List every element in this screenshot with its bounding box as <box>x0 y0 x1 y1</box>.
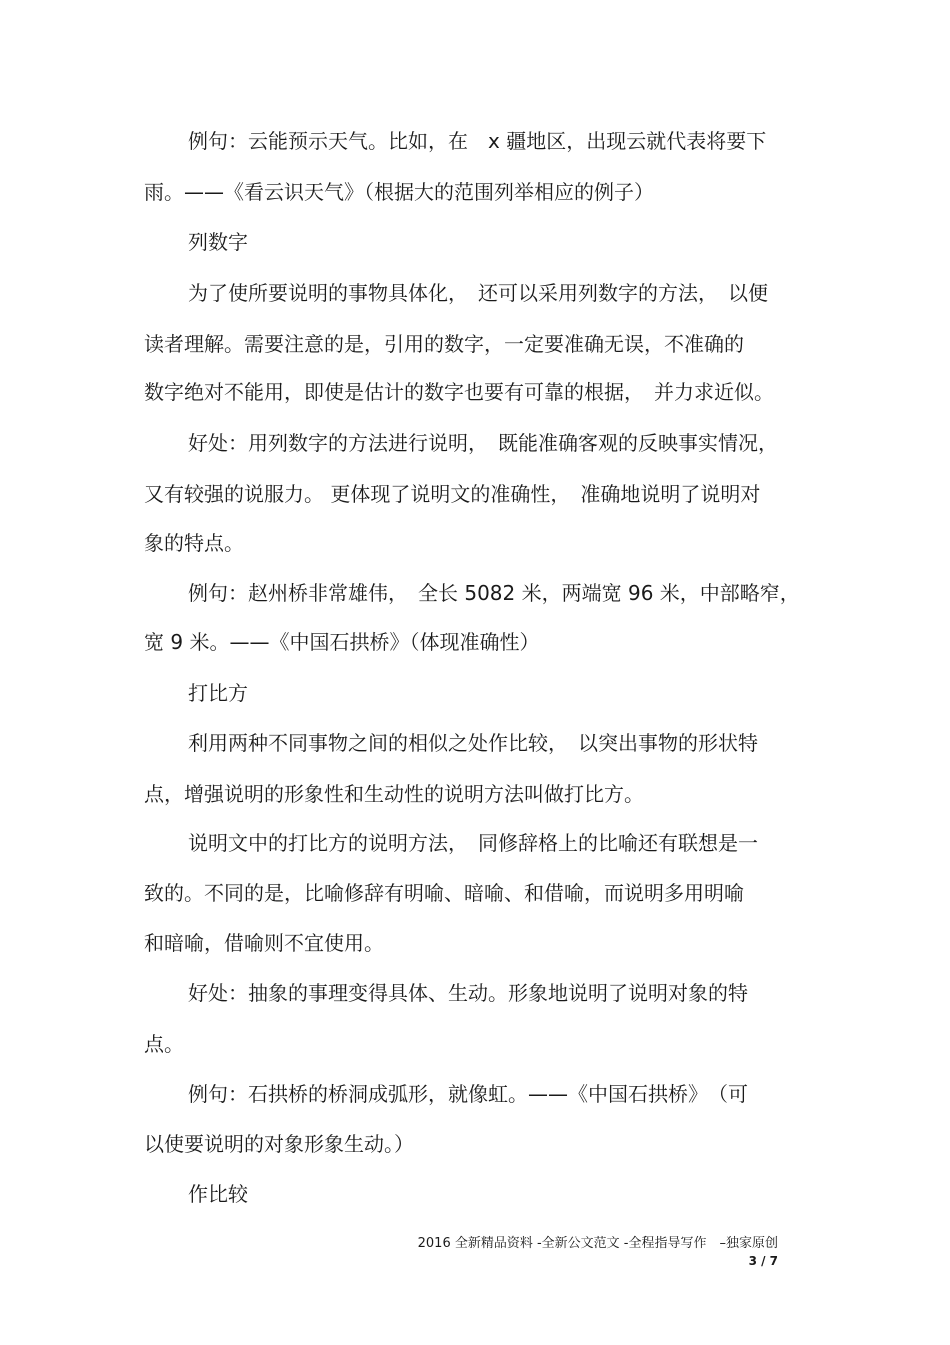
text-line-13: 利用两种不同事物之间的相似之处作比较， 以突出事物的形状特 <box>188 731 758 755</box>
text-line-15: 说明文中的打比方的说明方法， 同修辞格上的比喻还有联想是一 <box>188 831 758 855</box>
footer-text: 2016 全新精品资料 -全新公文范文 -全程指导写作 –独家原创 <box>417 1236 778 1251</box>
section-heading-analogy: 打比方 <box>188 681 248 705</box>
section-heading-comparison: 作比较 <box>188 1182 248 1206</box>
text-line-11: 宽 9 米。——《中国石拱桥》（体现准确性） <box>144 630 540 654</box>
page-number: 3 / 7 <box>748 1254 778 1268</box>
text-line-5: 读者理解。需要注意的是，引用的数字，一定要准确无误，不准确的 <box>144 332 744 356</box>
text-line-10: 例句：赵州桥非常雄伟， 全长 5082 米，两端宽 96 米，中部略窄， <box>188 581 800 605</box>
text-line-21: 以使要说明的对象形象生动。） <box>144 1132 414 1156</box>
text-line-7: 好处：用列数字的方法进行说明， 既能准确客观的反映事实情况， <box>188 431 778 455</box>
text-line-20: 例句：石拱桥的桥洞成弧形，就像虹。——《中国石拱桥》 （可 <box>188 1082 748 1106</box>
text-line-16: 致的。不同的是，比喻修辞有明喻、暗喻、和借喻，而说明多用明喻 <box>144 881 744 905</box>
text-line-6: 数字绝对不能用，即使是估计的数字也要有可靠的根据， 并力求近似。 <box>144 380 774 404</box>
text-line-9: 象的特点。 <box>144 531 244 555</box>
text-line-19: 点。 <box>144 1032 184 1056</box>
text-line-2: 雨。——《看云识天气》（根据大的范围列举相应的例子） <box>144 180 654 204</box>
section-heading-list-numbers: 列数字 <box>188 230 248 254</box>
text-line-17: 和暗喻，借喻则不宜使用。 <box>144 931 384 955</box>
text-line-14: 点，增强说明的形象性和生动性的说明方法叫做打比方。 <box>144 782 644 806</box>
text-line-4: 为了使所要说明的事物具体化， 还可以采用列数字的方法， 以便 <box>188 281 768 305</box>
text-line-18: 好处：抽象的事理变得具体、生动。形象地说明了说明对象的特 <box>188 981 748 1005</box>
text-line-1: 例句：云能预示天气。比如，在 x 疆地区，出现云就代表将要下 <box>188 129 767 153</box>
text-line-8: 又有较强的说服力。 更体现了说明文的准确性， 准确地说明了说明对 <box>144 482 761 506</box>
